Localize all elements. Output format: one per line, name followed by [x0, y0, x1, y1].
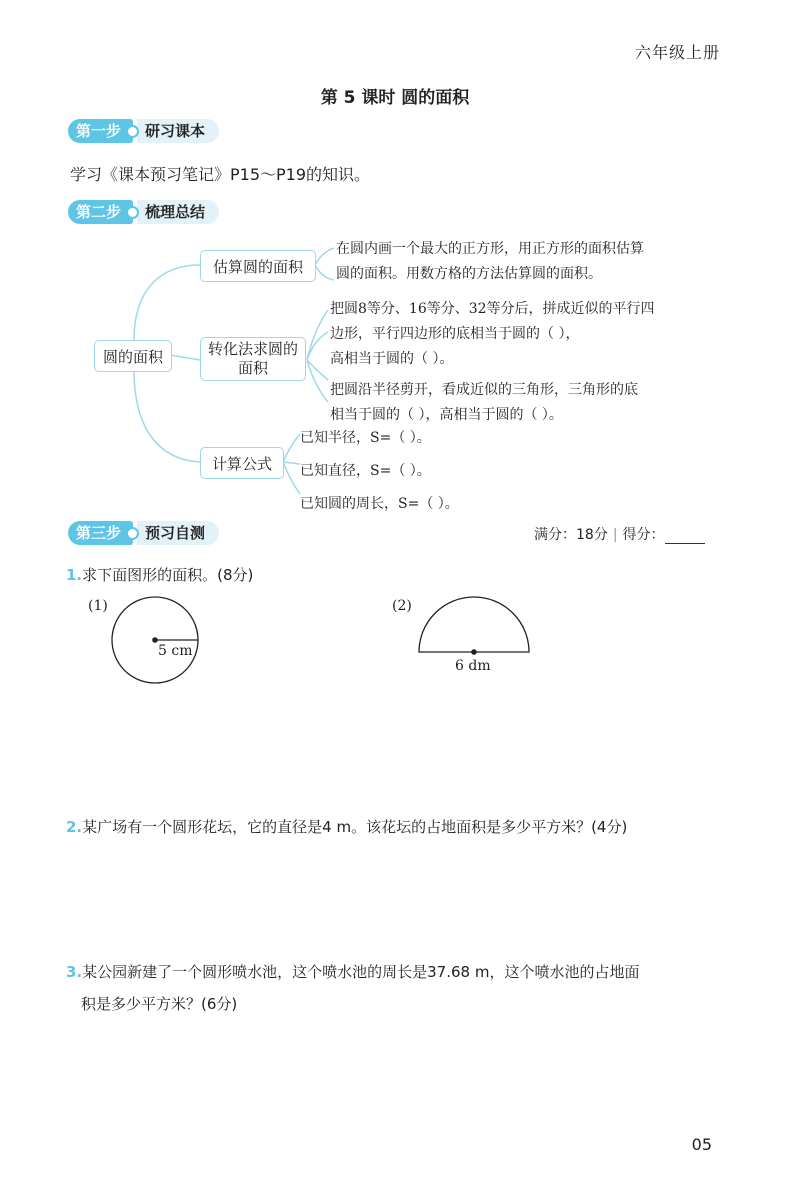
score-area: [534, 524, 705, 544]
note-line: 把圆8等分、16等分、32等分后，拼成近似的平行四: [330, 301, 655, 317]
question-3: [66, 956, 639, 1020]
full-score: 满分：18分: [534, 527, 608, 543]
mindmap-branch-estimate: 估算圆的面积: [200, 250, 316, 282]
connector-notes1: [315, 248, 334, 280]
question-text-continued: 积是多少平方米？(6分): [81, 995, 238, 1013]
question-number: 3.: [66, 963, 83, 981]
formula-notes: [300, 422, 459, 521]
note-line: 高相当于圆的（ ）。: [330, 351, 454, 367]
score-blank[interactable]: [665, 529, 705, 544]
note-line: 边形，平行四边形的底相当于圆的（ ），: [330, 326, 580, 342]
divider: |: [612, 527, 618, 543]
step2-badge: 第二步: [68, 200, 133, 224]
step3-name: 预习自测: [137, 521, 219, 545]
question-text: 某公园新建了一个圆形喷水池，这个喷水池的周长是37.68 m，这个喷水池的占地面: [82, 963, 640, 981]
note-line: 把圆沿半径剪开，看成近似的三角形，三角形的底: [330, 382, 638, 398]
question-text: 某广场有一个圆形花坛，它的直径是4 m。该花坛的占地面积是多少平方米？(4分): [82, 818, 628, 836]
note-line: 在圆内画一个最大的正方形，用正方形的面积估算: [336, 241, 644, 257]
note-line: 圆的面积。用数方格的方法估算圆的面积。: [336, 266, 602, 282]
step1-name: 研习课本: [137, 119, 219, 143]
step2-name: 梳理总结: [137, 200, 219, 224]
mindmap-branch-transform: 转化法求圆的面积: [200, 337, 306, 381]
score-label: 得分：: [622, 527, 665, 543]
question-number: 1.: [66, 566, 83, 584]
question-2: [66, 816, 627, 837]
note-line: 已知半径，S=（ ）。: [300, 430, 431, 446]
connector-notes2: [307, 310, 328, 402]
note-line: 相当于圆的（ ），高相当于圆的（ ）。: [330, 407, 563, 423]
step1-dot-icon: [126, 125, 139, 138]
step3-badge: 第三步: [68, 521, 133, 545]
figure2-measure: 6 dm: [455, 658, 491, 674]
connector-branch1: [134, 265, 200, 340]
step2-dot-icon: [126, 206, 139, 219]
connector-branch2: [170, 355, 200, 360]
connector-notes3: [283, 434, 300, 494]
step3-dot-icon: [126, 527, 139, 540]
page-number: 05: [691, 1135, 712, 1154]
step1-badge: 第一步: [68, 119, 133, 143]
figure2-label: (2): [392, 598, 412, 614]
question-1: [66, 564, 253, 585]
mindmap-root: 圆的面积: [94, 340, 172, 372]
figure1-label: (1): [88, 598, 108, 614]
transform-notes: [330, 297, 655, 428]
grade-label: 六年级上册: [634, 43, 720, 62]
semicircle-figure: [412, 595, 537, 657]
question-number: 2.: [66, 818, 83, 836]
estimate-notes: [336, 237, 644, 287]
note-line: 已知圆的周长，S=（ ）。: [300, 496, 459, 512]
note-line: 已知直径，S=（ ）。: [300, 463, 431, 479]
lesson-title: 第 5 课时 圆的面积: [320, 88, 470, 108]
mindmap-branch-formula: 计算公式: [200, 447, 284, 479]
step3-header: [68, 520, 219, 546]
step1-text: 学习《课本预习笔记》P15～P19的知识。: [70, 165, 371, 184]
question-text: 求下面图形的面积。(8分): [82, 566, 254, 584]
connector-branch3: [134, 370, 200, 462]
figure1-measure: 5 cm: [158, 643, 193, 659]
